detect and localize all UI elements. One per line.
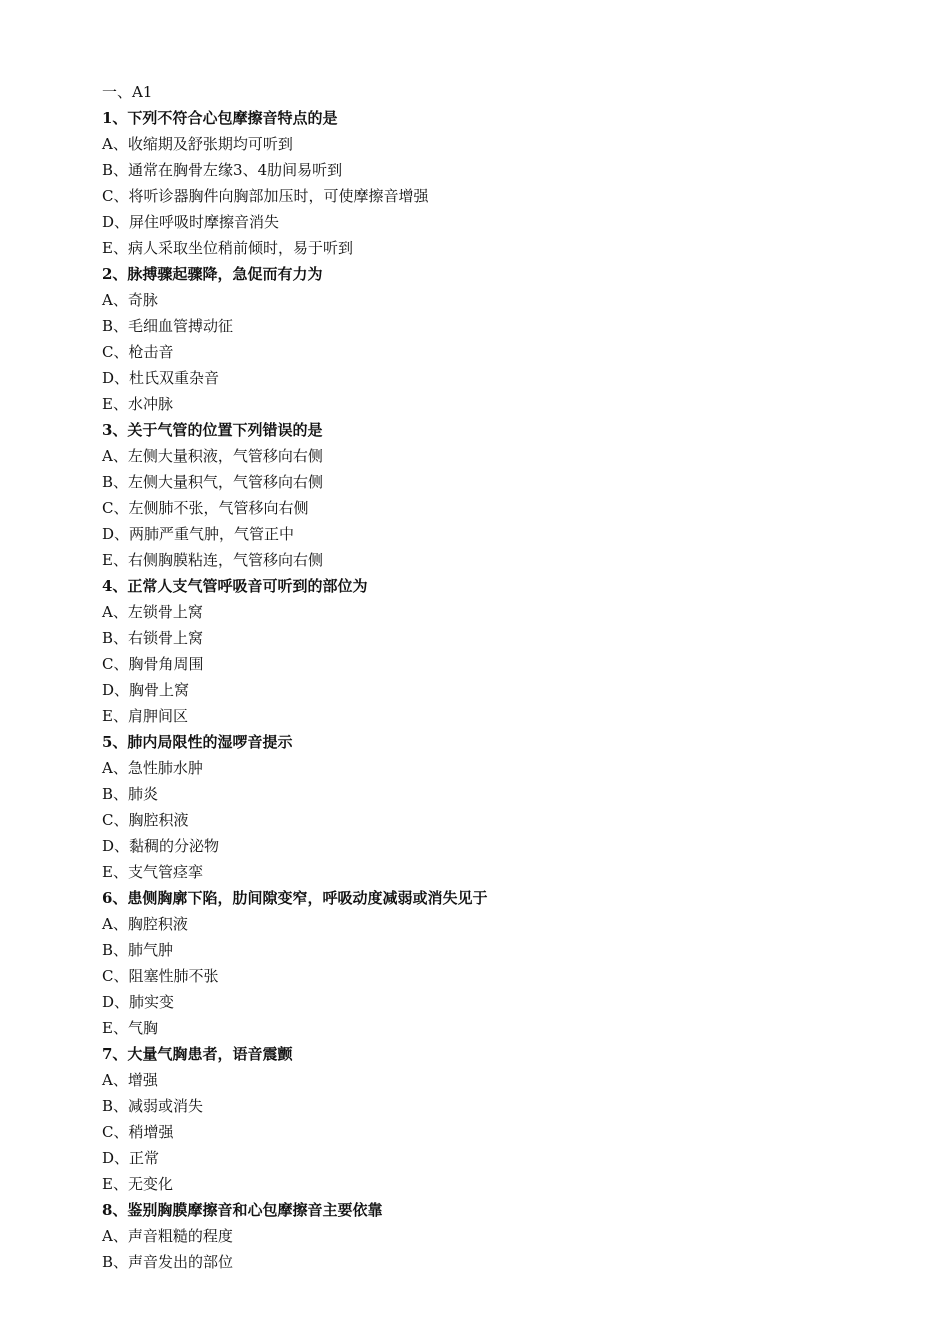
option-7c: C、稍增强 — [102, 1123, 174, 1141]
option-2c: C、枪击音 — [102, 343, 174, 361]
question-stem-1: 1、下列不符合心包摩擦音特点的是 — [102, 109, 338, 127]
question-stem-2: 2、脉搏骤起骤降，急促而有力为 — [102, 265, 323, 283]
option-4a: A、左锁骨上窝 — [102, 603, 203, 621]
option-3a: A、左侧大量积液，气管移向右侧 — [102, 447, 323, 465]
option-2d: D、杜氏双重杂音 — [102, 369, 220, 387]
option-4d: D、胸骨上窝 — [102, 681, 190, 699]
option-6c: C、阻塞性肺不张 — [102, 967, 219, 985]
question-stem-6: 6、患侧胸廓下陷，肋间隙变窄，呼吸动度减弱或消失见于 — [102, 889, 488, 907]
question-block-6 — [102, 885, 862, 1041]
question-stem-5: 5、肺内局限性的湿啰音提示 — [102, 733, 293, 751]
option-1b: B、通常在胸骨左缘3、4肋间易听到 — [102, 161, 343, 179]
question-block-8 — [102, 1197, 862, 1275]
option-3b: B、左侧大量积气，气管移向右侧 — [102, 473, 324, 491]
option-8b: B、声音发出的部位 — [102, 1253, 234, 1271]
question-stem-8: 8、鉴别胸膜摩擦音和心包摩擦音主要依靠 — [102, 1201, 383, 1219]
question-stem-4: 4、正常人支气管呼吸音可听到的部位为 — [102, 577, 368, 595]
option-8a: A、声音粗糙的程度 — [102, 1227, 233, 1245]
option-5c: C、胸腔积液 — [102, 811, 189, 829]
section-title: 一、A1 — [102, 83, 153, 101]
option-2e: E、水冲脉 — [102, 395, 173, 413]
option-7d: D、正常 — [102, 1149, 160, 1167]
option-5d: D、黏稠的分泌物 — [102, 837, 220, 855]
question-block-1 — [102, 105, 862, 261]
option-1d: D、屏住呼吸时摩擦音消失 — [102, 213, 280, 231]
option-7e: E、无变化 — [102, 1175, 173, 1193]
question-block-3 — [102, 417, 862, 573]
option-5a: A、急性肺水肿 — [102, 759, 203, 777]
question-block-4 — [102, 573, 862, 729]
question-stem-7: 7、大量气胸患者，语音震颤 — [102, 1045, 293, 1063]
option-5e: E、支气管痉挛 — [102, 863, 203, 881]
option-6e: E、气胸 — [102, 1019, 158, 1037]
option-2a: A、奇脉 — [102, 291, 158, 309]
option-3d: D、两肺严重气肿，气管正中 — [102, 525, 295, 543]
option-7b: B、减弱或消失 — [102, 1097, 204, 1115]
option-1e: E、病人采取坐位稍前倾时，易于听到 — [102, 239, 353, 257]
option-1c: C、将听诊器胸件向胸部加压时，可使摩擦音增强 — [102, 187, 429, 205]
question-block-7 — [102, 1041, 862, 1197]
option-4c: C、胸骨角周围 — [102, 655, 204, 673]
document-page — [102, 79, 862, 1275]
option-6b: B、肺气肿 — [102, 941, 174, 959]
option-1a: A、收缩期及舒张期均可听到 — [102, 135, 293, 153]
option-6a: A、胸腔积液 — [102, 915, 188, 933]
option-7a: A、增强 — [102, 1071, 158, 1089]
option-5b: B、肺炎 — [102, 785, 159, 803]
option-3c: C、左侧肺不张，气管移向右侧 — [102, 499, 309, 517]
option-3e: E、右侧胸膜粘连，气管移向右侧 — [102, 551, 323, 569]
option-4b: B、右锁骨上窝 — [102, 629, 204, 647]
question-stem-3: 3、关于气管的位置下列错误的是 — [102, 421, 323, 439]
option-4e: E、肩胛间区 — [102, 707, 188, 725]
question-block-2 — [102, 261, 862, 417]
option-2b: B、毛细血管搏动征 — [102, 317, 234, 335]
question-block-5 — [102, 729, 862, 885]
option-6d: D、肺实变 — [102, 993, 175, 1011]
